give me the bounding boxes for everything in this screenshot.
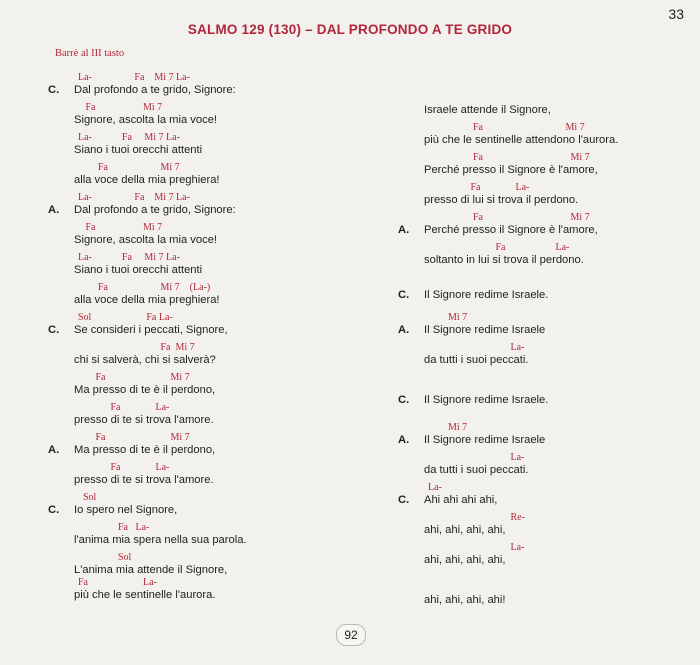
speaker-marker: C.: [48, 324, 60, 336]
chord-line: Sol: [78, 552, 132, 563]
lyric-line: Signore, ascolta la mia voce!: [74, 114, 218, 126]
lyric-line: Ma presso di te è il perdono,: [74, 384, 216, 396]
lyric-line: più che le sentinelle l'aurora.: [74, 589, 216, 601]
speaker-marker: A.: [398, 434, 410, 446]
speaker-marker: C.: [398, 394, 410, 406]
lyric-line: Signore, ascolta la mia voce!: [74, 234, 218, 246]
barre-note: Barrè al III tasto: [55, 48, 125, 59]
chord-line: Fa Mi 7: [428, 122, 585, 133]
lyric-line: da tutti i suoi peccati.: [424, 464, 529, 476]
chord-line: La- Fa Mi 7 La-: [78, 72, 190, 83]
chord-line: Fa Mi 7 (La-): [78, 282, 211, 293]
chord-line: Fa La-: [428, 242, 570, 253]
chord-line: Sol Fa La-: [78, 312, 173, 323]
chord-line: La- Fa Mi 7 La-: [78, 132, 180, 143]
chord-line: Fa La-: [78, 522, 150, 533]
lyric-line: Ahi ahi ahi ahi,: [424, 494, 498, 506]
lyric-line: soltanto in lui si trova il perdono.: [424, 254, 584, 266]
lyric-line: Il Signore redime Israele.: [424, 394, 549, 406]
lyric-line: Dal profondo a te grido, Signore:: [74, 204, 236, 216]
speaker-marker: C.: [48, 84, 60, 96]
chord-line: Fa Mi 7: [78, 162, 180, 173]
lyric-line: Il Signore redime Israele: [424, 324, 546, 336]
chord-line: La-: [428, 452, 525, 463]
lyric-line: presso di te si trova l'amore.: [74, 414, 214, 426]
chord-line: La-: [428, 342, 525, 353]
lyric-line: l'anima mia spera nella sua parola.: [74, 534, 247, 546]
lyric-line: ahi, ahi, ahi, ahi!: [424, 594, 506, 606]
lyric-line: ahi, ahi, ahi, ahi,: [424, 554, 506, 566]
speaker-marker: A.: [48, 444, 60, 456]
chord-line: La-: [428, 542, 525, 553]
chord-line: Fa La-: [78, 462, 170, 473]
chord-line: Fa Mi 7: [78, 102, 163, 113]
lyric-line: alla voce della mia preghiera!: [74, 174, 220, 186]
speaker-marker: A.: [48, 204, 60, 216]
lyric-line: Io spero nel Signore,: [74, 504, 178, 516]
chord-line: Fa Mi 7: [428, 212, 590, 223]
chord-line: La- Fa Mi 7 La-: [78, 252, 180, 263]
lyric-line: L'anima mia attende il Signore,: [74, 564, 228, 576]
lyric-line: presso di te si trova l'amore.: [74, 474, 214, 486]
chord-line: Fa Mi 7: [78, 372, 190, 383]
chord-line: Mi 7: [428, 312, 468, 323]
page-number-top: 33: [668, 6, 684, 22]
lyric-line: Il Signore redime Israele.: [424, 289, 549, 301]
lyric-line: da tutti i suoi peccati.: [424, 354, 529, 366]
lyric-line: chi si salverà, chi si salverà?: [74, 354, 216, 366]
lyric-line: Israele attende il Signore,: [424, 104, 551, 116]
speaker-marker: C.: [48, 504, 60, 516]
chord-line: Re-: [428, 512, 525, 523]
lyric-line: Perché presso il Signore è l'amore,: [424, 224, 598, 236]
chord-line: Fa Mi 7: [78, 342, 195, 353]
lyric-line: più che le sentinelle attendono l'aurora.: [424, 134, 619, 146]
chord-line: Mi 7: [428, 422, 468, 433]
speaker-marker: C.: [398, 289, 410, 301]
chord-line: Sol: [78, 492, 97, 503]
chord-line: La-: [428, 482, 442, 493]
chord-line: Fa La-: [78, 577, 157, 588]
page-number-bottom: 92: [336, 624, 366, 646]
chord-line: Fa La-: [78, 402, 170, 413]
chord-line: Fa Mi 7: [428, 152, 590, 163]
lyric-line: Il Signore redime Israele: [424, 434, 546, 446]
chord-line: Fa La-: [428, 182, 530, 193]
speaker-marker: A.: [398, 324, 410, 336]
lyric-line: Se consideri i peccati, Signore,: [74, 324, 228, 336]
chord-line: Fa Mi 7: [78, 222, 163, 233]
speaker-marker: C.: [398, 494, 410, 506]
lyric-line: Siano i tuoi orecchi attenti: [74, 264, 203, 276]
speaker-marker: A.: [398, 224, 410, 236]
lyric-line: presso di lui si trova il perdono.: [424, 194, 579, 206]
page-title: SALMO 129 (130) – DAL PROFONDO A TE GRIDO: [187, 22, 513, 37]
lyric-line: alla voce della mia preghiera!: [74, 294, 220, 306]
lyric-line: Ma presso di te è il perdono,: [74, 444, 216, 456]
chord-line: Fa Mi 7: [78, 432, 190, 443]
lyric-line: Siano i tuoi orecchi attenti: [74, 144, 203, 156]
lyric-line: Perché presso il Signore è l'amore,: [424, 164, 598, 176]
lyric-line: ahi, ahi, ahi, ahi,: [424, 524, 506, 536]
chord-line: La- Fa Mi 7 La-: [78, 192, 190, 203]
lyric-line: Dal profondo a te grido, Signore:: [74, 84, 236, 96]
